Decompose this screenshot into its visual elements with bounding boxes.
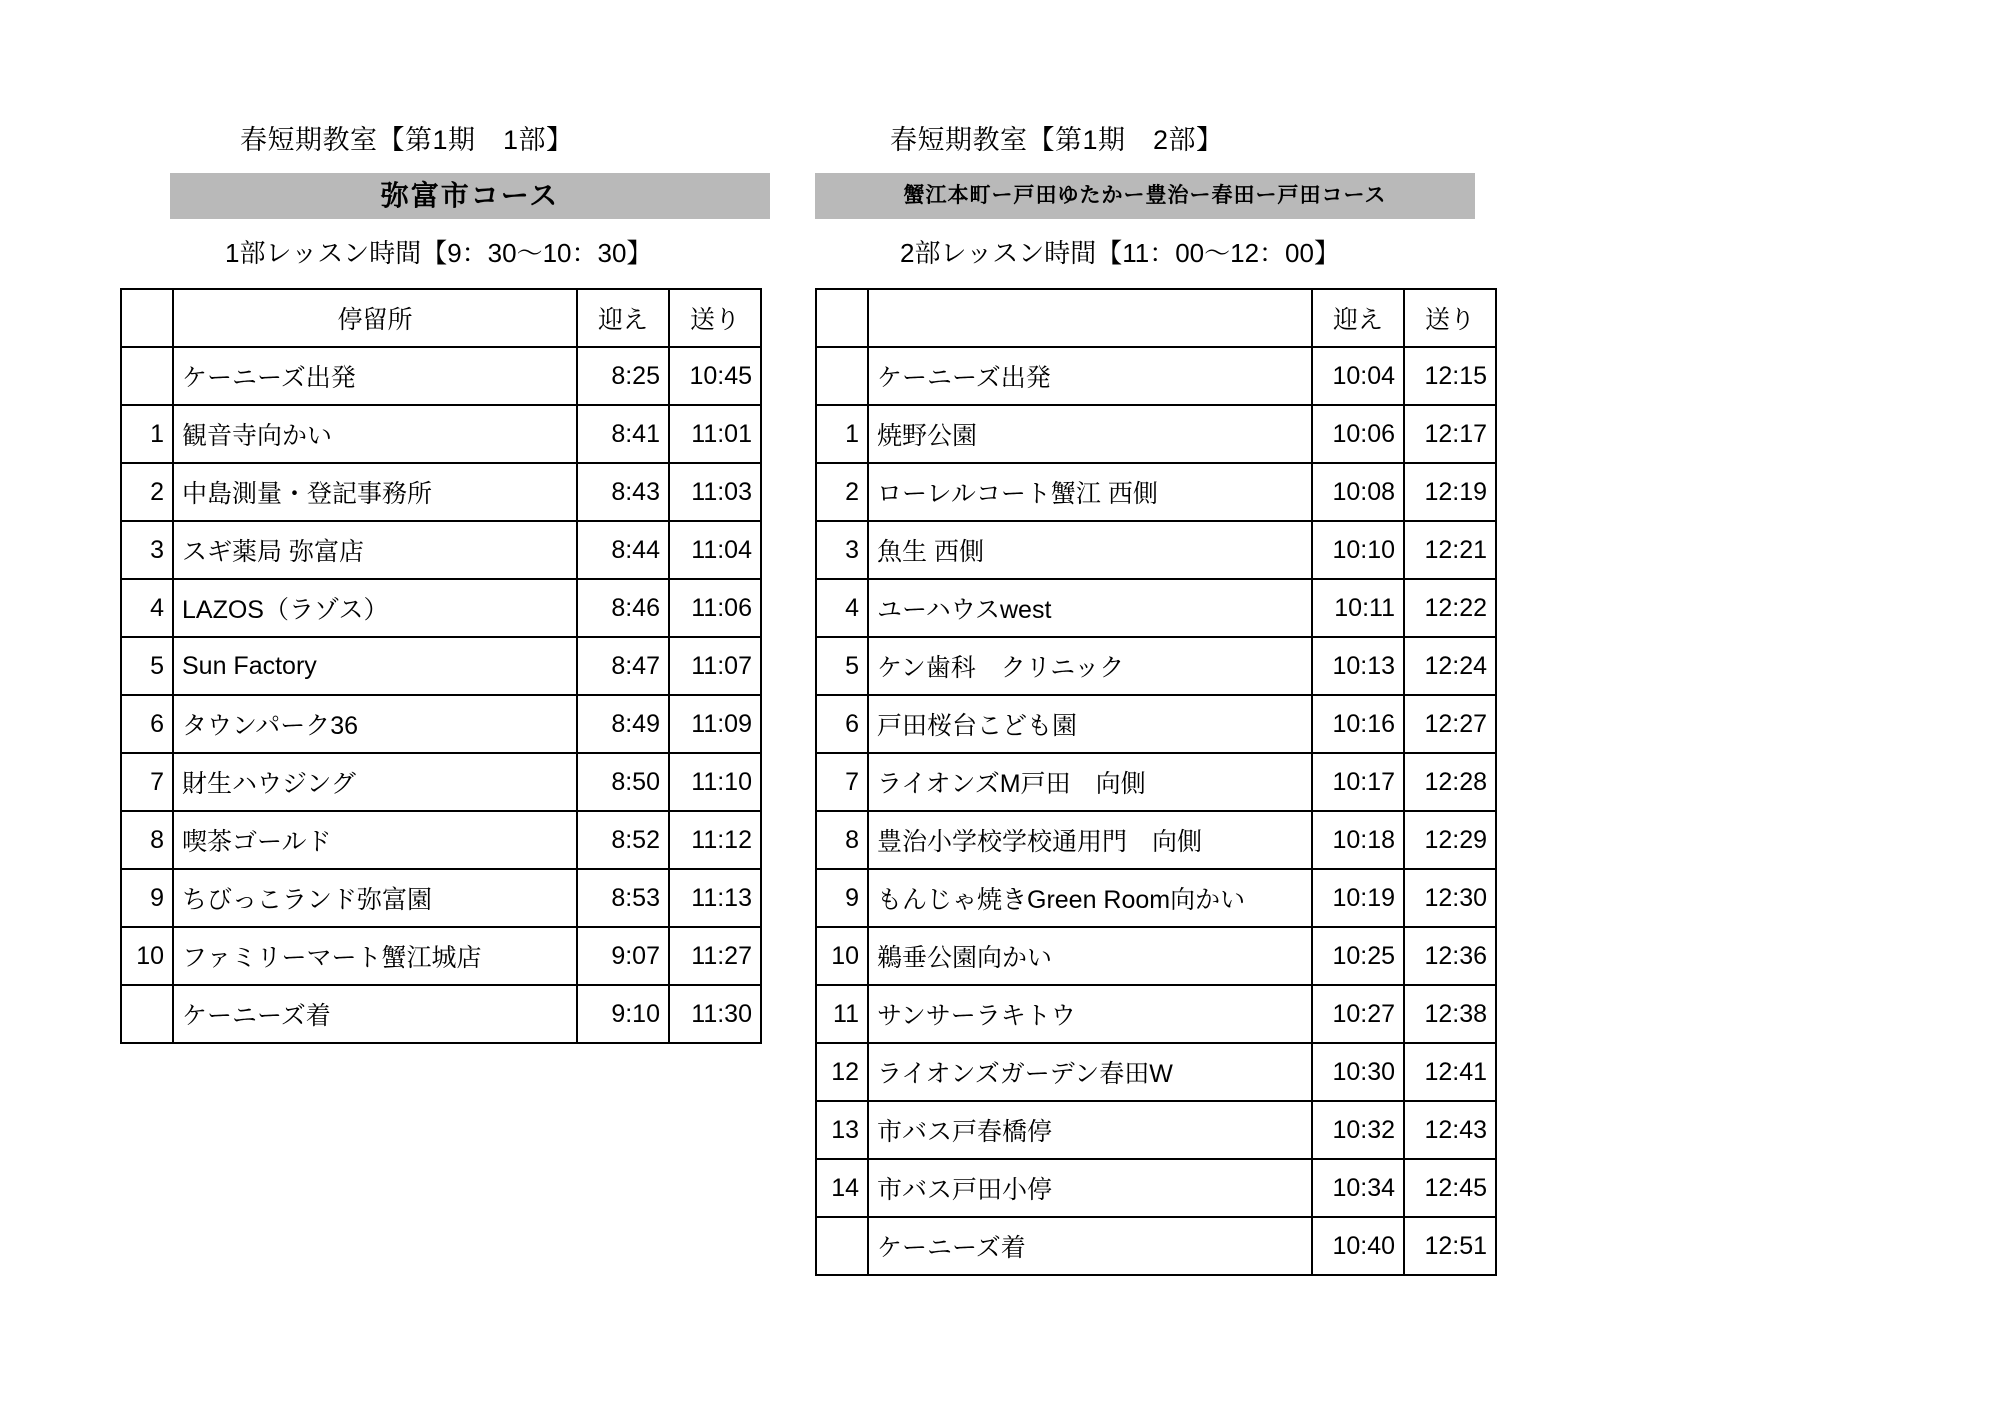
stop-number: 6 — [121, 695, 173, 753]
pickup-time: 8:52 — [577, 811, 669, 869]
stop-number: 1 — [121, 405, 173, 463]
stop-number: 3 — [121, 521, 173, 579]
pickup-time: 10:30 — [1312, 1043, 1404, 1101]
table-row — [816, 1159, 1496, 1217]
dropoff-time: 12:45 — [1404, 1159, 1496, 1217]
table-row — [816, 347, 1496, 405]
course-banner-part2: 蟹江本町ー戸田ゆたかー豊治ー春田ー戸田コース — [815, 173, 1475, 219]
schedule-block-part2 — [815, 118, 1495, 1276]
table-row — [121, 869, 761, 927]
stop-number: 3 — [816, 521, 868, 579]
stop-name: ライオンズM戸田 向側 — [868, 753, 1312, 811]
pickup-time: 10:34 — [1312, 1159, 1404, 1217]
stop-name: ケーニーズ着 — [173, 985, 577, 1043]
table-row — [816, 927, 1496, 985]
pickup-time: 8:49 — [577, 695, 669, 753]
stop-number — [121, 985, 173, 1043]
schedule-block-part1 — [120, 118, 760, 1044]
dropoff-time: 11:13 — [669, 869, 761, 927]
table-row — [121, 695, 761, 753]
stop-number: 5 — [121, 637, 173, 695]
pickup-time: 8:53 — [577, 869, 669, 927]
table-row — [816, 869, 1496, 927]
table-row — [121, 985, 761, 1043]
dropoff-time: 11:12 — [669, 811, 761, 869]
dropoff-time: 12:51 — [1404, 1217, 1496, 1275]
pickup-time: 10:08 — [1312, 463, 1404, 521]
pickup-time: 9:10 — [577, 985, 669, 1043]
stop-name: ケーニーズ出発 — [868, 347, 1312, 405]
dropoff-time: 12:21 — [1404, 521, 1496, 579]
table-row — [816, 695, 1496, 753]
stop-name: 市バス戸田小停 — [868, 1159, 1312, 1217]
header-no — [121, 289, 173, 347]
dropoff-time: 12:19 — [1404, 463, 1496, 521]
dropoff-time: 12:27 — [1404, 695, 1496, 753]
pickup-time: 8:25 — [577, 347, 669, 405]
dropoff-time: 12:43 — [1404, 1101, 1496, 1159]
table-row — [816, 463, 1496, 521]
lesson-time-part2: 2部レッスン時間【11：00〜12：00】 — [900, 238, 1340, 268]
dropoff-time: 12:15 — [1404, 347, 1496, 405]
pickup-time: 10:19 — [1312, 869, 1404, 927]
table-row — [121, 463, 761, 521]
header-pickup: 迎え — [577, 289, 669, 347]
header-stop — [868, 289, 1312, 347]
pickup-time: 10:32 — [1312, 1101, 1404, 1159]
stop-number: 7 — [121, 753, 173, 811]
pickup-time: 8:43 — [577, 463, 669, 521]
table-row — [121, 347, 761, 405]
dropoff-time: 12:28 — [1404, 753, 1496, 811]
stop-number: 10 — [121, 927, 173, 985]
dropoff-time: 12:22 — [1404, 579, 1496, 637]
table-row — [816, 753, 1496, 811]
table-row — [816, 1101, 1496, 1159]
stop-name: LAZOS（ラゾス） — [173, 579, 577, 637]
stop-number: 4 — [816, 579, 868, 637]
header-dropoff: 送り — [1404, 289, 1496, 347]
pickup-time: 8:50 — [577, 753, 669, 811]
stop-name: 豊治小学校学校通用門 向側 — [868, 811, 1312, 869]
bus-schedule-table-part1 — [120, 288, 762, 1044]
stop-number: 5 — [816, 637, 868, 695]
stop-name: スギ薬局 弥富店 — [173, 521, 577, 579]
pickup-time: 10:16 — [1312, 695, 1404, 753]
dropoff-time: 11:03 — [669, 463, 761, 521]
bus-schedule-table-part2 — [815, 288, 1497, 1276]
stop-name: タウンパーク36 — [173, 695, 577, 753]
stop-number: 13 — [816, 1101, 868, 1159]
pickup-time: 10:25 — [1312, 927, 1404, 985]
stop-name: 魚生 西側 — [868, 521, 1312, 579]
table-row — [816, 1217, 1496, 1275]
table-row — [121, 811, 761, 869]
pickup-time: 8:47 — [577, 637, 669, 695]
header-no — [816, 289, 868, 347]
stop-number — [816, 1217, 868, 1275]
stop-number: 14 — [816, 1159, 868, 1217]
header-pickup: 迎え — [1312, 289, 1404, 347]
stop-number — [121, 347, 173, 405]
pickup-time: 10:10 — [1312, 521, 1404, 579]
dropoff-time: 11:06 — [669, 579, 761, 637]
table-row — [816, 579, 1496, 637]
dropoff-time: 11:04 — [669, 521, 761, 579]
stop-name: 戸田桜台こども園 — [868, 695, 1312, 753]
header-stop: 停留所 — [173, 289, 577, 347]
table-row — [121, 753, 761, 811]
pickup-time: 8:41 — [577, 405, 669, 463]
stop-name: サンサーラキトウ — [868, 985, 1312, 1043]
stop-number: 10 — [816, 927, 868, 985]
pickup-time: 10:27 — [1312, 985, 1404, 1043]
stop-number: 6 — [816, 695, 868, 753]
table-row — [816, 1043, 1496, 1101]
pickup-time: 9:07 — [577, 927, 669, 985]
pickup-time: 8:46 — [577, 579, 669, 637]
pickup-time: 10:06 — [1312, 405, 1404, 463]
dropoff-time: 12:29 — [1404, 811, 1496, 869]
stop-name: 財生ハウジング — [173, 753, 577, 811]
table-row — [816, 405, 1496, 463]
stop-name: ライオンズガーデン春田W — [868, 1043, 1312, 1101]
course-title-part2: 春短期教室【第1期 2部】 — [890, 125, 1224, 155]
stop-name: 市バス戸春橋停 — [868, 1101, 1312, 1159]
stop-name: 観音寺向かい — [173, 405, 577, 463]
stop-name: ローレルコート蟹江 西側 — [868, 463, 1312, 521]
table-row — [816, 811, 1496, 869]
stop-number: 2 — [816, 463, 868, 521]
stop-name: ちびっこランド弥富園 — [173, 869, 577, 927]
dropoff-time: 11:01 — [669, 405, 761, 463]
stop-name: 中島測量・登記事務所 — [173, 463, 577, 521]
stop-number: 1 — [816, 405, 868, 463]
dropoff-time: 12:17 — [1404, 405, 1496, 463]
pickup-time: 10:17 — [1312, 753, 1404, 811]
stop-number: 9 — [121, 869, 173, 927]
dropoff-time: 12:24 — [1404, 637, 1496, 695]
table-row — [121, 579, 761, 637]
course-banner-part1: 弥富市コース — [170, 173, 770, 219]
stop-name: 鵜垂公園向かい — [868, 927, 1312, 985]
dropoff-time: 11:09 — [669, 695, 761, 753]
stop-name: 喫茶ゴールド — [173, 811, 577, 869]
dropoff-time: 12:41 — [1404, 1043, 1496, 1101]
dropoff-time: 11:27 — [669, 927, 761, 985]
dropoff-time: 12:36 — [1404, 927, 1496, 985]
table-row — [121, 405, 761, 463]
table-row — [121, 521, 761, 579]
table-row — [816, 521, 1496, 579]
stop-name: ケーニーズ出発 — [173, 347, 577, 405]
stop-number: 11 — [816, 985, 868, 1043]
stop-number: 7 — [816, 753, 868, 811]
stop-name: もんじゃ焼きGreen Room向かい — [868, 869, 1312, 927]
dropoff-time: 11:07 — [669, 637, 761, 695]
stop-name: ケン歯科 クリニック — [868, 637, 1312, 695]
pickup-time: 10:18 — [1312, 811, 1404, 869]
pickup-time: 8:44 — [577, 521, 669, 579]
pickup-time: 10:13 — [1312, 637, 1404, 695]
pickup-time: 10:40 — [1312, 1217, 1404, 1275]
dropoff-time: 12:30 — [1404, 869, 1496, 927]
stop-name: 焼野公園 — [868, 405, 1312, 463]
dropoff-time: 11:30 — [669, 985, 761, 1043]
stop-name: ファミリーマート蟹江城店 — [173, 927, 577, 985]
stop-name: ケーニーズ着 — [868, 1217, 1312, 1275]
table-row — [121, 927, 761, 985]
table-row — [816, 985, 1496, 1043]
dropoff-time: 10:45 — [669, 347, 761, 405]
stop-number: 9 — [816, 869, 868, 927]
stop-name: Sun Factory — [173, 637, 577, 695]
stop-number: 2 — [121, 463, 173, 521]
stop-number: 8 — [816, 811, 868, 869]
table-row — [121, 637, 761, 695]
table-header-row — [816, 289, 1496, 347]
dropoff-time: 11:10 — [669, 753, 761, 811]
table-row — [816, 637, 1496, 695]
stop-number: 12 — [816, 1043, 868, 1101]
stop-number — [816, 347, 868, 405]
lesson-time-part1: 1部レッスン時間【9：30〜10：30】 — [225, 238, 653, 268]
stop-number: 4 — [121, 579, 173, 637]
stop-name: ユーハウスwest — [868, 579, 1312, 637]
dropoff-time: 12:38 — [1404, 985, 1496, 1043]
table-header-row — [121, 289, 761, 347]
stop-number: 8 — [121, 811, 173, 869]
header-dropoff: 送り — [669, 289, 761, 347]
pickup-time: 10:11 — [1312, 579, 1404, 637]
pickup-time: 10:04 — [1312, 347, 1404, 405]
course-title-part1: 春短期教室【第1期 1部】 — [240, 125, 574, 155]
